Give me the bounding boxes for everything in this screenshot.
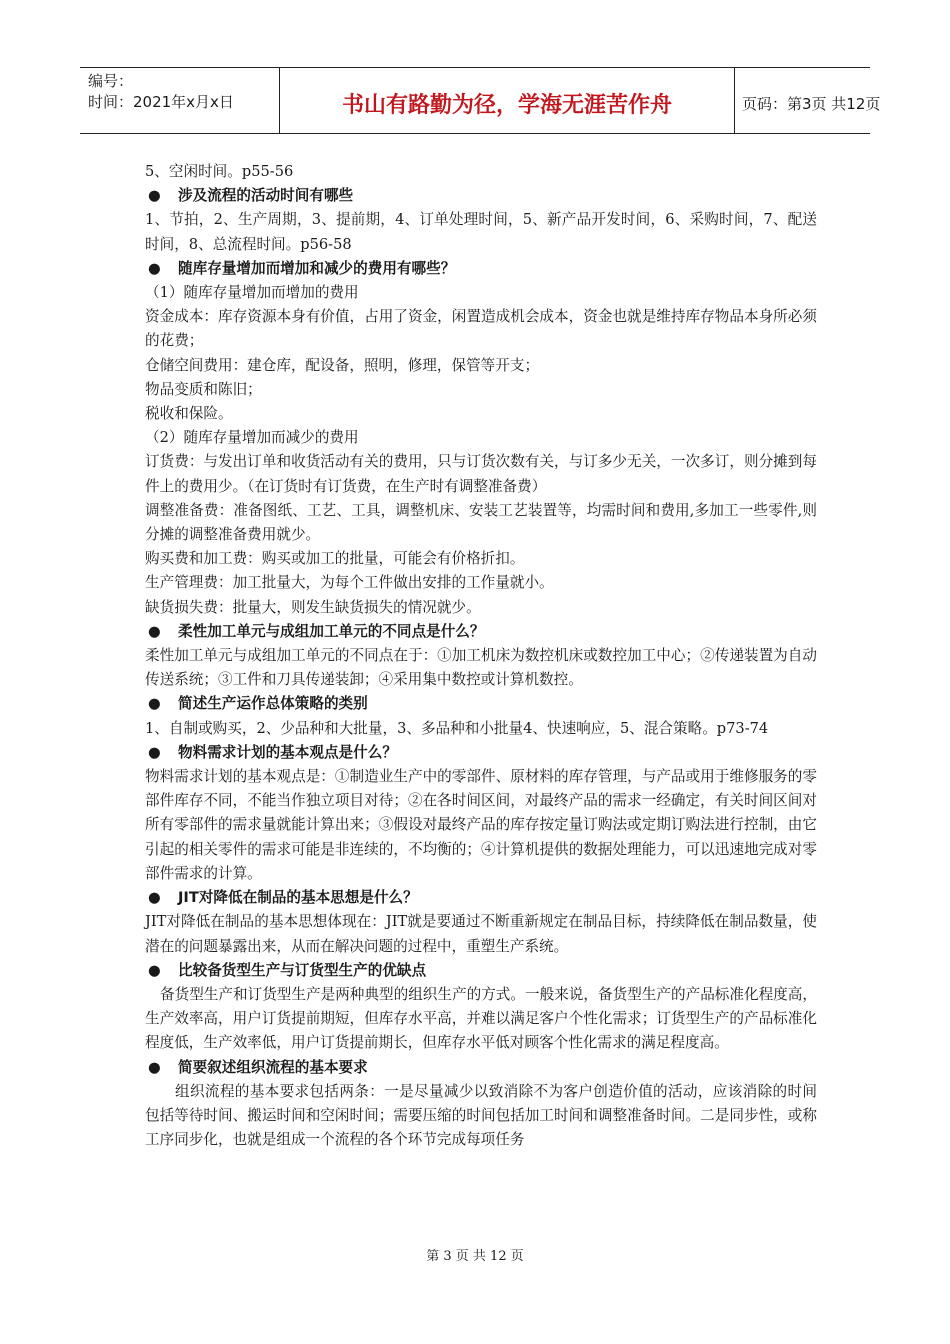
bullet-icon: ● (148, 187, 161, 205)
question-heading (145, 184, 817, 208)
document-body (145, 160, 817, 1152)
document-date-label: 时间：2021年x月x日 (88, 93, 234, 111)
bullet-icon: ● (148, 961, 161, 979)
paragraph: JIT对降低在制品的基本思想体现在：JIT就是要通过不断重新规定在制品目标，持续降低在制品数量，使潜在的问题暴露出来，从而在解决问题的过程中，重塑生产系统。 (145, 913, 817, 955)
paragraph: （2）随库存量增加而减少的费用 (145, 429, 359, 447)
question-heading (145, 620, 817, 644)
question-text: 随库存量增加而增加和减少的费用有哪些？ (178, 259, 456, 277)
question-text: 物料需求计划的基本观点是什么？ (178, 743, 397, 761)
header-page-number: 页码：第3页 共12页 (742, 95, 881, 113)
page-footer: 第 3 页 共 12 页 (426, 1249, 524, 1264)
paragraph: 柔性加工单元与成组加工单元的不同点在于：①加工机床为数控机床或数控加工中心；②传递装置为自动传送系统；③工件和刀具传递装卸；④采用集中数控或计算机数控。 (145, 647, 817, 689)
bullet-icon: ● (148, 889, 161, 907)
question-heading (145, 741, 817, 765)
paragraph: 备货型生产和订货型生产是两种典型的组织生产的方式。一般来说，备货型生产的产品标准化程度高，生产效率高，用户订货提前期短，但库存水平高，并难以满足客户个性化需求；订货型生产的产品标准化程度低，生产效率低，用户订货提前期长，但库存水平低对顾客个性化需求的满足程度高。 (145, 985, 817, 1052)
page-header (80, 67, 881, 134)
document-number-label: 编号： (88, 72, 134, 90)
paragraph: 组织流程的基本要求包括两条：一是尽量减少以致消除不为客户创造价值的活动，应该消除的时间包括等待时间、搬运时间和空闲时间；需要压缩的时间包括加工时间和调整准备时间。二是同步性，或称工序同步化，也就是组成一个流程的各个环节完成每项任务 (145, 1082, 817, 1149)
question-text: JIT对降低在制品的基本思想是什么？ (178, 889, 418, 907)
bullet-icon: ● (148, 743, 161, 761)
question-heading (145, 886, 817, 910)
question-heading (145, 692, 817, 716)
question-text: 涉及流程的活动时间有哪些 (178, 187, 354, 205)
paragraph: 物料需求计划的基本观点是：①制造业生产中的零部件、原材料的库存管理，与产品或用于维修服务的零部件库存不同，不能当作独立项目对待；②在各时间区间，对最终产品的需求一经确定，有关时间区间对所有零部件的需求量就能计算出来；③假设对最终产品的库存按定量订购法或定期订购法进行控制，由它引起的相关零件的需求可能是非连续的，不均衡的；④计算机提供的数据处理能力，可以迅速地完成对零部件需求的计算。 (145, 768, 817, 882)
paragraph: 1、节拍，2、生产周期，3、提前期，4、订单处理时间，5、新产品开发时间，6、采购时间，7、配送时间，8、总流程时间。p56-58 (145, 211, 817, 253)
paragraph: 购买费和加工费：购买或加工的批量，可能会有价格折扣。 (145, 550, 525, 568)
paragraph: 5、空闲时间。p55-56 (145, 163, 294, 180)
question-heading (145, 959, 817, 983)
question-text: 简述生产运作总体策略的类别 (178, 695, 368, 713)
paragraph: 税收和保险。 (145, 405, 233, 423)
paragraph: 缺货损失费：批量大，则发生缺货损失的情况就少。 (145, 598, 481, 616)
paragraph: 资金成本：库存资源本身有价值，占用了资金，闲置造成机会成本，资金也就是维持库存物品本身所必须的花费； (145, 308, 817, 350)
question-heading (145, 257, 817, 281)
paragraph: 生产管理费：加工批量大，为每个工件做出安排的工作量就小。 (145, 574, 554, 592)
question-text: 比较备货型生产与订货型生产的优缺点 (178, 961, 427, 979)
paragraph: 1、自制或购买，2、少品种和大批量，3、多品种和小批量4、快速响应，5、混合策略。p73-74 (145, 719, 769, 737)
question-text: 简要叙述组织流程的基本要求 (178, 1058, 368, 1076)
question-text: 柔性加工单元与成组加工单元的不同点是什么？ (178, 622, 485, 640)
question-heading (145, 1056, 817, 1080)
paragraph: 订货费：与发出订单和收货活动有关的费用，只与订货次数有关，与订多少无关，一次多订，则分摊到每件上的费用少。（在订货时有订货费，在生产时有调整准备费） (145, 453, 817, 495)
bullet-icon: ● (148, 259, 161, 277)
paragraph: （1）随库存量增加而增加的费用 (145, 284, 359, 302)
header-meta (80, 68, 280, 133)
bullet-icon: ● (148, 1058, 161, 1076)
bullet-icon: ● (148, 695, 161, 713)
bullet-icon: ● (148, 622, 161, 640)
header-motto: 书山有路勤为径，学海无涯苦作舟 (280, 68, 735, 133)
paragraph: 仓储空间费用：建仓库，配设备，照明，修理，保管等开支； (145, 356, 540, 374)
paragraph: 调整准备费：准备图纸、工艺、工具，调整机床、安装工艺装置等，均需时间和费用,多加工一些零件,则分摊的调整准备费用就少。 (145, 501, 817, 544)
paragraph: 物品变质和陈旧； (145, 380, 262, 398)
